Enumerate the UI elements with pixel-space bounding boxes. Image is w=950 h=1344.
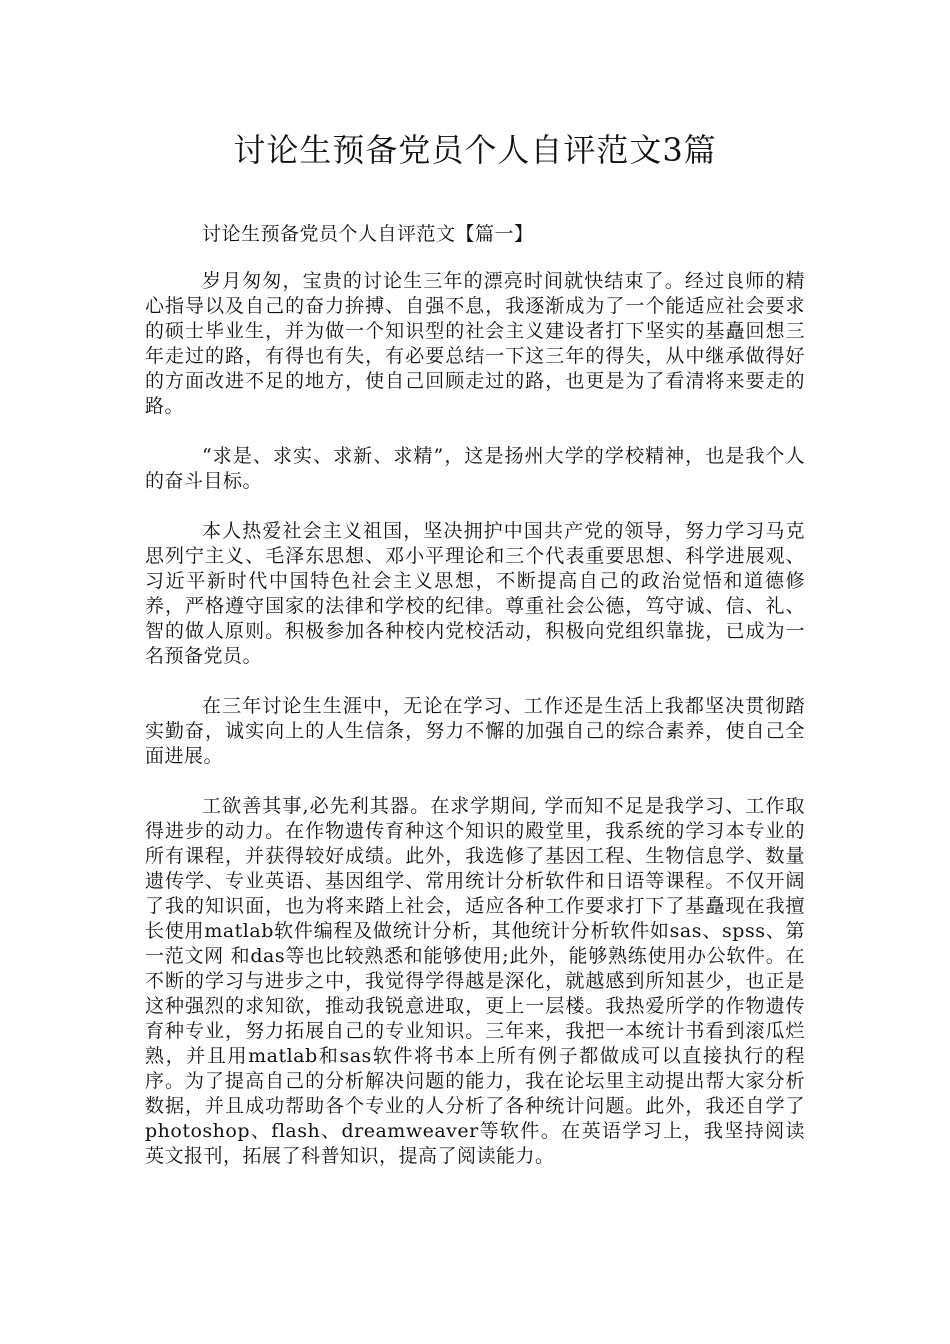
paragraph-motto: “求是、求实、求新、求精”，这是扬州大学的学校精神，也是我个人的奋斗目标。 — [145, 445, 805, 492]
paragraph-political: 本人热爱社会主义祖国，坚决拥护中国共产党的领导，努力学习马克思列宁主义、毛泽东思想、邓小平理论和三个代表重要思想、科学进展观、习近平新时代中国特色社会主义思想，不断提高自己的政治觉悟和道德修养，严格遵守国家的法律和学校的纪律。尊重社会公德，笃守诚、信、礼、智的做人原则。积极参加各种校内党校活动，积极向党组织靠拢，已成为一名预备党员。 — [145, 520, 805, 667]
paragraph-study: 工欲善其事,必先利其器。在求学期间, 学而知不足是我学习、工作取得进步的动力。在作物遗传育种这个知识的殿堂里，我系统的学习本专业的所有课程，并获得较好成绩。此外，我选修了基因工程、生物信息学、数量遗传学、专业英语、基因组学、常用统计分析软件和日语等课程。不仅开阔了我的知识面，也为将来踏上社会，适应各种工作要求打下了基矗现在我擅长使用matlab软件编程及做统计分析，其他统计分析软件如sas、spss、第一范文网 和das等也比较熟悉和能够使用;此外，能够熟练使用办公软件。在不断的学习与进步之中，我觉得学得越是深化，就越感到所知甚少，也正是这种强烈的求知欲，推动我锐意进取，更上一层楼。我热爱所学的作物遗传育种专业，努力拓展自己的专业知识。三年来，我把一本统计书看到滚瓜烂熟，并且用matlab和sas软件将书本上所有例子都做成可以直接执行的程序。为了提高自己的分析解决问题的能力，我在论坛里主动提出帮大家分析数据，并且成功帮助各个专业的人分析了各种统计问题。此外，我还自学了photoshop、flash、dreamweaver等软件。在英语学习上，我坚持阅读英文报刊，拓展了科普知识，提高了阅读能力。 — [145, 795, 805, 1167]
document-body — [145, 222, 805, 1194]
paragraph-attitude: 在三年讨论生生涯中，无论在学习、工作还是生活上我都坚决贯彻踏实勤奋，诚实向上的人生信条，努力不懈的加强自己的综合素养，使自己全面进展。 — [145, 695, 805, 767]
document-title: 讨论生预备党员个人自评范文3篇 — [233, 131, 717, 169]
paragraph-intro: 岁月匆匆，宝贵的讨论生三年的漂亮时间就快结束了。经过良师的精心指导以及自己的奋力拚搏、自强不息，我逐渐成为了一个能适应社会要求的硕士毕业生，并为做一个知识型的社会主义建设者打下坚实的基矗回想三年走过的路，有得也有失，有必要总结一下这三年的得失，从中继承做得好的方面改进不足的地方，使自己回顾走过的路，也更是为了看清将来要走的路。 — [145, 270, 805, 417]
section-heading: 讨论生预备党员个人自评范文【篇一】 — [202, 223, 534, 245]
